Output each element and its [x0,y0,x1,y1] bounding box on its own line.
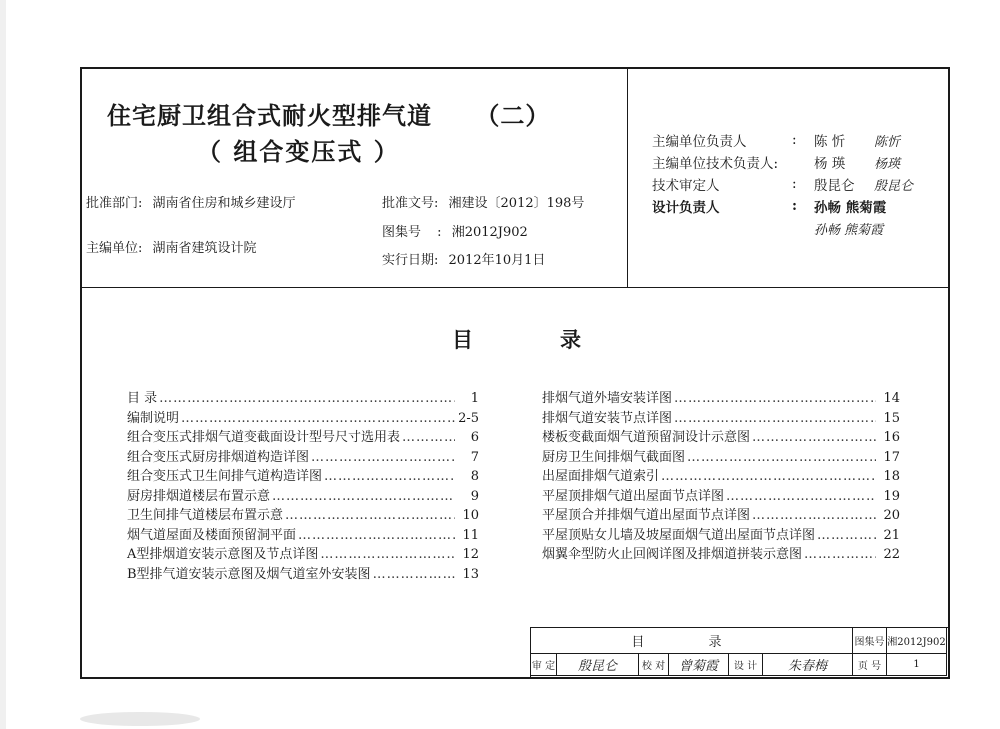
title-block-review-name [557,654,639,676]
toc-leader [817,528,876,543]
toc-leader [674,391,876,406]
toc-item-page: 22 [883,547,900,562]
header-section [82,69,948,288]
toc-leader [804,547,876,562]
scan-shadow [80,712,200,726]
toc-item-page: 15 [883,410,900,426]
toc-item-title: 平屋顶排烟气道出屋面节点详图 [542,488,725,504]
toc-item-title: 排烟气道安装节点详图 [542,410,673,426]
approval-dept-value: 湖南省住房和城乡建设厅 [152,196,296,211]
handwritten-signature: 孙畅 熊菊霞 [814,222,884,238]
toc-item-title: 组合变压式排烟气道变截面设计型号尺寸选用表 [127,430,401,445]
toc-leader [285,508,455,523]
toc-item-title: 卫生间排气道楼层布置示意 [127,508,284,523]
atlas-title-main: 住宅厨卫组合式耐火型排气道 [107,102,432,130]
responsible-name: 陈 忻 [814,134,846,150]
responsible-name: 孙畅 熊菊霞 [814,200,887,216]
responsible-row [652,129,913,151]
atlas-title [107,96,550,131]
toc-item-page: 12 [462,547,479,562]
toc-item-title: 出屋面排烟气道索引 [542,469,660,484]
toc-item-page: 6 [470,430,479,445]
toc-leader [373,567,455,582]
toc-item-page: 18 [883,469,900,484]
atlas-title-part: （二） [475,102,551,130]
toc-heading-right: 录 [560,328,581,352]
toc-item-page: 17 [883,449,900,465]
toc-item[interactable] [127,485,479,505]
toc-item-title: B型排气道安装示意图及烟气道室外安装图 [127,566,371,582]
toc-item[interactable] [542,446,900,466]
title-block-review-label: 审 定 [531,654,557,676]
title-block [530,627,948,677]
toc-item-title: 组合变压式厨房排烟道构造详图 [127,449,310,465]
responsible-row [652,173,913,195]
drawing-sheet [80,67,950,679]
scan-edge [0,0,6,729]
title-block-page-label: 页 号 [853,654,887,676]
toc-item-title: A型排烟道安装示意图及节点详图 [127,547,319,562]
toc-item-title: 目 录 [127,391,158,406]
toc-item-page: 2-5 [458,410,479,426]
toc-item-title: 烟翼伞型防火止回阀详图及排烟道拼装示意图 [542,547,803,562]
responsible-colon: : [792,176,797,192]
title-block-atlas-value: 湘2012J902 [887,628,947,654]
responsible-role: 技术审定人 [652,178,720,194]
atlas-subtitle: （ 组合变压式 ） [197,138,400,166]
chief-unit-value: 湖南省建筑设计院 [152,241,257,256]
toc-item-page: 19 [883,488,900,504]
effective-date [382,249,545,268]
toc-item-title: 平屋顶贴女儿墙及坡屋面烟气道出屋面节点详图 [542,527,816,543]
responsible-role: 主编单位技术负责人: [652,156,779,172]
chief-unit-label: 主编单位: [86,241,143,256]
toc-item-page: 20 [883,508,900,523]
responsibles-table [652,129,913,239]
toc-item[interactable] [127,465,479,485]
effective-date-value: 2012年10月1日 [448,253,546,268]
title-block-atlas-label: 图集号 [853,628,887,654]
title-block-check-label: 校 对 [639,654,669,676]
responsible-name: 杨 瑛 [814,156,846,172]
responsible-row [652,195,913,217]
toc-leader [726,489,876,504]
handwritten-signature: 杨瑛 [874,156,901,172]
toc-item[interactable] [542,543,900,563]
toc-heading-left: 目 [452,328,473,352]
header-divider [627,69,628,287]
title-block-design-name [763,654,853,676]
toc-item-page: 16 [883,430,900,445]
approval-number-label: 批准文号: [382,196,439,211]
toc-item[interactable] [127,446,479,466]
toc-item[interactable] [542,426,900,446]
toc-item-page: 8 [470,469,479,484]
toc-item[interactable] [127,387,479,407]
toc-item[interactable] [542,485,900,505]
responsible-role: 主编单位负责人 [652,134,747,150]
atlas-number-label: 图集号 [382,225,422,240]
chief-unit [86,237,257,256]
toc-item-title: 厨房排烟道楼层布置示意 [127,488,271,504]
toc-item-page: 21 [883,527,900,543]
toc-item-title: 厨房卫生间排烟气截面图 [542,449,686,465]
signature-row [652,217,913,239]
toc-item-title: 平屋顶合并排烟气道出屋面节点详图 [542,508,751,523]
toc-item-title: 烟气道屋面及楼面预留洞平面 [127,527,297,543]
toc-leader [752,508,876,523]
toc-leader [159,391,455,406]
toc-item-title: 组合变压式卫生间排气道构造详图 [127,469,323,484]
toc-item[interactable] [127,543,479,563]
toc-item-title: 楼板变截面烟气道预留洞设计示意图 [542,430,751,445]
toc-item-page: 14 [883,391,900,406]
handwritten-signature: 殷昆仑 [874,178,914,194]
toc-item[interactable] [542,387,900,407]
title-block-page-value: 1 [887,654,947,676]
toc-item-page: 1 [470,391,479,406]
toc-item[interactable] [542,407,900,427]
approval-dept [86,192,296,211]
toc-item[interactable] [542,524,900,544]
responsible-colon: : [792,198,797,214]
toc-item-title: 编制说明 [127,410,180,426]
toc-leader [674,411,876,426]
toc-leader [752,430,876,445]
effective-date-label: 实行日期: [382,253,439,268]
toc-item[interactable] [127,504,479,524]
toc-left-column [127,387,479,582]
toc-item-page: 11 [462,527,479,543]
toc-leader [181,411,455,426]
toc-item-title: 排烟气道外墙安装详图 [542,391,673,406]
toc-item[interactable] [127,426,479,446]
toc-item-page: 13 [462,566,479,582]
toc-item-page: 9 [470,488,479,504]
approval-dept-label: 批准部门: [86,196,143,211]
approval-number [382,192,584,211]
responsible-name: 殷昆仑 [814,178,855,194]
atlas-number: 图集号 : 湘2012J902 [382,225,528,240]
toc-item[interactable] [542,504,900,524]
toc-item[interactable] [127,407,479,427]
design-signature: 朱春梅 [787,659,827,674]
title-block-check-name [669,654,729,676]
toc-leader [402,430,455,445]
toc-item[interactable] [127,563,479,583]
review-signature: 殷昆仑 [577,659,617,674]
toc-item-page: 10 [462,508,479,523]
toc-leader [661,469,876,484]
check-signature: 曾菊霞 [678,659,718,674]
toc-item[interactable] [127,524,479,544]
toc-leader [324,469,455,484]
responsible-colon: : [792,132,797,148]
title-block-sheet-title: 目 录 [531,628,853,654]
toc-right-column [542,387,900,563]
toc-item[interactable] [542,465,900,485]
toc-leader [298,528,455,543]
approval-number-value: 湘建设〔2012〕198号 [448,196,585,211]
toc-leader [320,547,455,562]
toc-leader [687,450,876,465]
toc-leader [272,489,455,504]
toc-item-page: 7 [470,449,479,465]
responsible-row [652,151,913,173]
title-block-design-label: 设 计 [729,654,763,676]
atlas-number-value: 湘2012J902 [451,225,528,240]
responsible-role: 设计负责人 [652,200,720,216]
handwritten-signature: 陈忻 [874,134,901,150]
toc-leader [311,450,455,465]
